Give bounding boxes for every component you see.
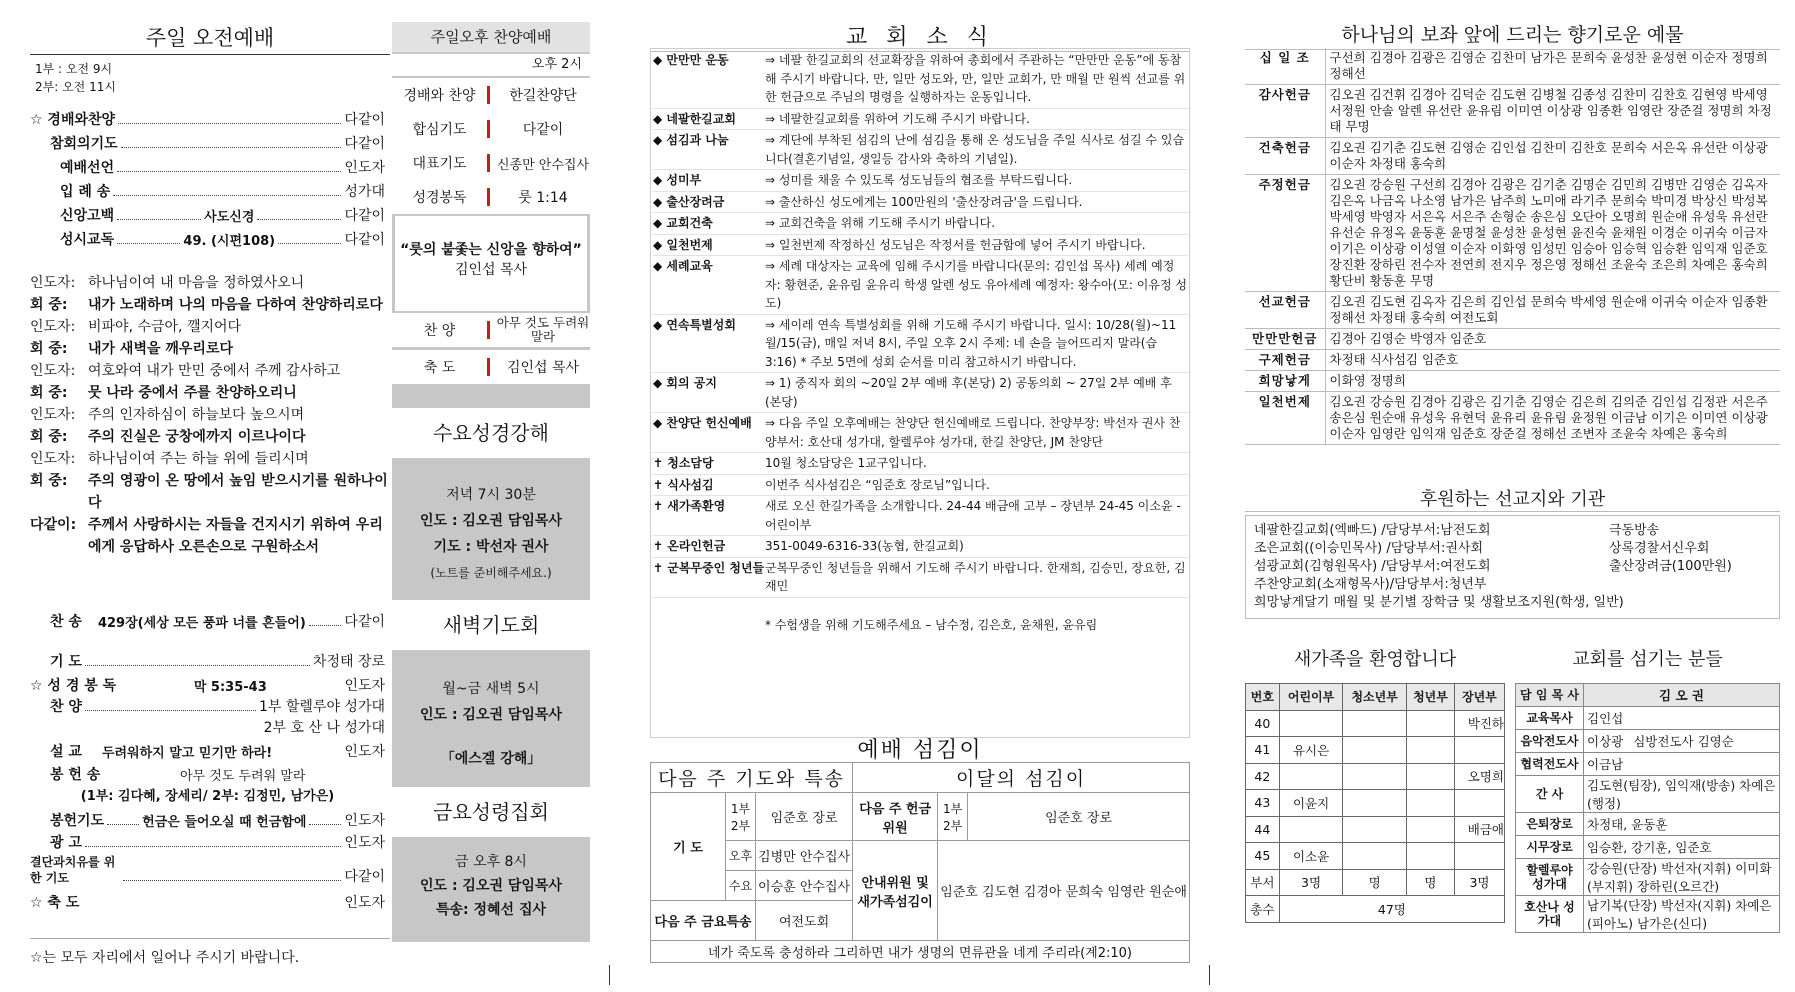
- order-item: 신앙고백 사도신경 다같이: [60, 208, 386, 225]
- mission-item: 섬광교회(김형원목사) /담당부서:여전도회 출산장려금(100만원): [1254, 559, 1732, 574]
- offering-row: 주정헌금 김오권 강승원 구선희 김경아 김광은 김기춘 김명순 김민희 김병만 김영순 김옥자 김은옥 나금옥 나소영 남가은 남주희 노미애 라기주 문희숙 박미경 박상신 박성복 박세영 박영자 서은옥 서은주 손형순 송은심 오단아 오명희 원순애 유성욱 유선란 유선순 유정옥 윤동훈 윤명철 윤성찬 윤성현 윤진숙 윤채원 이경순 이귀숙 이금자 이기은 이상광 이성열 이순자 이화영 임성민 임승아 임승혁 임승환 임익재 임준호 장진환 장하린 전수자 전연희 전지우 정은영 정해선 조윤숙 조은희 차예은 홍숙희 황단비 황동훈 무명: [1245, 175, 1780, 292]
- order-item: 기 도 차정태 장로: [50, 654, 385, 670]
- offering-table-wrap: [1245, 48, 1780, 445]
- friday-info: 금 오후 8시 인도 : 김오권 담임목사 특송: 정혜선 집사: [420, 854, 562, 918]
- offering-row: 감사헌금 김오권 김건휘 김경아 김덕순 김도현 김병철 김종성 김찬미 김찬호 김현영 박세영 서정원 안솔 알렌 유선란 윤유림 이미연 이상광 임종환 임영란 장준걸 정명희 차정태 무명: [1245, 85, 1780, 138]
- newfamily-sum: 부서 3명 명 명 3명: [1246, 869, 1505, 896]
- service-table: 다음 주 기도와 특송 이달의 섬김이 기 도 1부 2부 임준호 장로 다음 주 헌금위원 1부 2부 임준호 장로 오후 김병만 안수집사 안내위원 및 새가족섬김이 임준호 김도현 김경아 문희숙 임영란 원순애 수요 이승훈 안수집사 다음 주 금요특송 여전도회 네가 죽도록 충성하라 그리하면 내가 생명의 면류관을 네게 주리라(계2:10): [650, 762, 1190, 963]
- newfamily-row: 42 오명희: [1246, 763, 1505, 790]
- mission-item: 네팔한길교회(엑빠드) /담당부서:남전도회 극동방송: [1254, 523, 1660, 538]
- news-footnote: * 수험생을 위해 기도해주세요 – 남수정, 김은호, 윤채원, 윤유림: [765, 617, 1098, 632]
- news-title: 교 회 소 식: [650, 20, 1190, 52]
- bible-verse: 네가 죽도록 충성하라 그리하면 내가 생명의 면류관을 네게 주리라(계2:10): [651, 941, 1190, 963]
- offering-row: 구제헌금 차정태 식사섬김 임준호: [1245, 350, 1780, 371]
- mission-list: [1245, 515, 1780, 619]
- news-item: ◆ 찬양단 헌신예배 ⇒ 다음 주일 오후예배는 찬양단 헌신예배로 드립니다. 찬양부장: 박선자 권사 찬양부서: 호산대 성가대, 할렐루야 성가대, 한길 찬양단, JM 찬양단: [653, 413, 1188, 453]
- staff-row: 교육목사 김인섭: [1516, 707, 1780, 730]
- order-item: ☆ 축 도 인도자: [30, 895, 385, 911]
- newfamily-title: 새가족을 환영합니다: [1293, 649, 1457, 670]
- news-item: ✝ 청소담당 10월 청소담당은 1교구입니다.: [653, 453, 1188, 475]
- staff-row: 간 사 김도현(팀장), 임익재(방송) 차예은(행정): [1516, 776, 1780, 813]
- newfamily-row: 45 이소윤: [1246, 843, 1505, 870]
- offering-row: 십 일 조 구선희 김경아 김광은 김영순 김찬미 남가은 문희숙 윤성찬 윤성현 이순자 정명희 정해선: [1245, 48, 1780, 85]
- reading-line: 회 중: 내가 새벽을 깨우리로다: [30, 341, 233, 357]
- order-item: 예배선언 인도자: [60, 160, 385, 176]
- order-item: 봉 헌 송 아무 것도 두려워 말라: [50, 767, 306, 784]
- wednesday-title: 수요성경강해: [392, 408, 590, 458]
- news-item: ✝ 식사섬김 이번주 식사섬김은 “임준호 장로님”입니다.: [653, 475, 1188, 497]
- dawn-info: 월~금 새벽 5시 인도 : 김오권 담임목사 「에스겔 강해」: [420, 681, 562, 767]
- order-item: 참회의기도 다같이: [50, 136, 385, 152]
- service-times: 1부 : 오전 9시 2부: 오전 11시: [35, 62, 116, 94]
- offering-title: 하나님의 보좌 앞에 드리는 향기로운 예물: [1245, 20, 1780, 50]
- order-item: 입 례 송 성가대: [60, 184, 385, 200]
- offering-row: 선교헌금 김오권 김도현 김옥자 김은희 김인섭 문희숙 박세영 원순애 이귀숙 이순자 임종환 정해선 차정태 홍숙희 여전도회: [1245, 292, 1780, 329]
- news-item: ◆ 일천번제 ⇒ 일천번제 작정하신 성도님은 작정서를 헌금함에 넣어 주시기 바랍니다.: [653, 235, 1188, 257]
- afternoon-row: 합심기도 다같이: [392, 112, 590, 146]
- service-title: 예배 섬김이: [857, 738, 983, 763]
- mission-item: 주찬양교회(소재형목사)/담당부서:청년부: [1254, 577, 1487, 592]
- staff-table: [1515, 683, 1780, 933]
- reading-line: 인도자: 비파야, 수금아, 깰지어다: [30, 319, 242, 335]
- standing-footnote: ☆는 모두 자리에서 일어나 주시기 바랍니다.: [30, 938, 390, 967]
- dawn-title: 새벽기도회: [392, 600, 590, 650]
- news-item: ◆ 네팔한길교회 ⇒ 네팔한길교회를 위하여 기도해 주시기 바랍니다.: [653, 109, 1188, 131]
- order-item: 설 교 두려워하지 말고 믿기만 하라! 인도자: [50, 744, 385, 761]
- offering-row: 일천번제 김오권 강승원 김경아 김광은 김기춘 김영순 김은희 김의준 김인섭 김정관 서은주 송은심 원순애 유성욱 유현덕 윤유리 윤유림 윤정원 이금남 이기은 이미연 이상광 이순자 임영란 임익재 임준호 장준걸 정해선 조변자 조윤숙 차예은 홍숙희: [1245, 392, 1780, 445]
- newfamily-row: 41 유시은: [1246, 737, 1505, 764]
- order-item: (1부: 김다혜, 장세리/ 2부: 김정민, 남가은): [80, 789, 335, 804]
- news-item: ◆ 성미부 ⇒ 성미를 채울 수 있도록 성도님들의 협조를 부탁드립니다.: [653, 170, 1188, 192]
- afternoon-row: 경배와 찬양 한길찬양단: [392, 78, 590, 112]
- order-item: ☆ 성 경 봉 독 막 5:35-43 인도자: [30, 678, 386, 695]
- staff-title: 교회를 섬기는 분들: [1572, 649, 1723, 670]
- reading-line: 다같이: 주께서 사랑하시는 자들을 건지시기 위하여 우리에게 응답하사 오른손으로 구원하소서: [30, 517, 383, 555]
- newfamily-total: 총수 47명: [1246, 896, 1505, 923]
- reading-line: 회 중: 뭇 나라 중에서 주를 찬양하오리니: [30, 385, 297, 401]
- news-item: ✝ 온라인헌금 351-0049-6316-33(농협, 한길교회): [653, 536, 1188, 558]
- order-item: 찬 송 429장(세상 모든 풍파 너를 흔들어) 다같이: [50, 614, 385, 631]
- staff-row: 음악전도사 이상광 심방전도사 김영순: [1516, 730, 1780, 753]
- afternoon-row: 대표기도 신종만 안수집사: [392, 146, 590, 180]
- reading-line: 인도자: 주의 인자하심이 하늘보다 높으시며: [30, 407, 305, 423]
- order-item: ☆ 경배와찬양 다같이: [30, 112, 385, 128]
- order-item: 성시교독 49. (시편108) 다같이: [60, 232, 386, 249]
- order-item: 광 고 인도자: [50, 835, 385, 851]
- reading-line: 회 중: 주의 진실은 궁창에까지 이르나이다: [30, 429, 306, 445]
- mission-item: 조은교회((이승민목사) /담당부서:권사회 상록경찰서신우회: [1254, 541, 1710, 556]
- service-table-wrap: [650, 762, 1190, 963]
- news-item: ◆ 섬김과 나눔 ⇒ 계단에 부착된 섬김의 난에 섬김을 통해 온 성도님을 주일 식사로 섬길 수 있습니다(결혼기념일, 생일등 감사와 축하의 기념일).: [653, 130, 1188, 170]
- news-item: ✝ 새가족환영 새로 오신 한길가족을 소개합니다. 24-44 배금애 고부 – 장년부 24-45 이소윤 - 어린이부: [653, 496, 1188, 536]
- news-item: ◆ 만만만 운동 ⇒ 네팔 한길교회의 선교확장을 위하여 총회에서 주관하는 “만만만 운동”에 동참해 주시기 바랍니다. 만, 일만 성도와, 만, 일만 교회가, 만 매월 만 원씩 선교를 위한 헌금으로 주님의 명령을 실행하자는 운동입니다.: [653, 50, 1188, 109]
- order-item: 2부 호 산 나 성가대: [263, 720, 385, 736]
- afternoon-title: 주일오후 찬양예배: [392, 22, 590, 52]
- page-divider: [609, 965, 610, 985]
- reading-line: 인도자: 여호와여 내가 만민 중에서 주께 감사하고: [30, 363, 341, 379]
- offering-row: 희망낳게 이화영 정명희: [1245, 371, 1780, 392]
- page-divider: [1209, 965, 1210, 985]
- offering-row: 만만만헌금 김경아 김영순 박영자 임준호: [1245, 329, 1780, 350]
- news-item: ◆ 교회건축 ⇒ 교회건축을 위해 기도해 주시기 바랍니다.: [653, 213, 1188, 235]
- news-item: ◆ 회의 공지 ⇒ 1) 중직자 회의 ~20일 2부 예배 후(본당) 2) 공동의회 ~ 27일 2부 예배 후(본당): [653, 373, 1188, 413]
- sunday-morning-title: 주일 오전예배: [30, 22, 390, 55]
- reading-line: 회 중: 주의 영광이 온 땅에서 높임 받으시기를 원하나이다: [30, 473, 388, 511]
- afternoon-time: 오후 2시: [392, 54, 590, 76]
- reading-line: 인도자: 하나님이여 내 마음을 정하였사오니: [30, 275, 305, 291]
- offering-table: [1245, 48, 1780, 445]
- newfamily-row: 44 배금애: [1246, 816, 1505, 843]
- reading-line: 회 중: 내가 노래하며 나의 마음을 다하여 찬양하리로다: [30, 297, 383, 313]
- friday-title: 금요성령집회: [392, 787, 590, 837]
- newfamily-row: 43 이윤지: [1246, 790, 1505, 817]
- staff-row: 호산나 성가대 남기복(단장) 박선자(지휘) 차예은(피아노) 남가은(신디): [1516, 896, 1780, 933]
- newfamily-table: [1245, 683, 1505, 923]
- newfamily-row: 40 박진하: [1246, 710, 1505, 737]
- staff-row: 할렐루야 성가대 강승원(단장) 박선자(지휘) 이미화(부지휘) 장하린(오르간): [1516, 859, 1780, 896]
- reading-line: 인도자: 하나님이여 주는 하늘 위에 들리시며: [30, 451, 309, 467]
- afternoon-row: 성경봉독 룻 1:14: [392, 180, 590, 214]
- offering-row: 건축헌금 김오권 김기춘 김도현 김영순 김인섭 김찬미 김찬호 문희숙 서은옥 유선란 이상광 이순자 차정태 홍숙희: [1245, 138, 1780, 175]
- newfamily-header: 번호 어린이부 청소년부 청년부 장년부: [1246, 684, 1505, 711]
- staff-row: 시무장로 임승환, 강기훈, 임준호: [1516, 836, 1780, 859]
- news-item: ◆ 세례교육 ⇒ 세례 대상자는 교육에 임해 주시기를 바랍니다(문의: 김인섭 목사) 세례 예정자: 황현준, 윤유림 윤유리 학생 알렌 성도 유아세례 예정자: 왕수아(모: 이유정 성도): [653, 256, 1188, 315]
- staff-row: 협력전도사 이금남: [1516, 753, 1780, 776]
- newfamily-table-wrap: [1245, 683, 1505, 923]
- mission-item: 희망낳게달기 매월 및 분기별 장학금 및 생활보조지원(학생, 일반): [1254, 595, 1624, 610]
- news-item: ◆ 출산장려금 ⇒ 출산하신 성도에게는 100만원의 '출산장려금'을 드립니다.: [653, 192, 1188, 214]
- order-item: 결단과치유를 위한 기도 다같이: [30, 855, 385, 885]
- order-item: 찬 양 1부 할렐루야 성가대: [50, 699, 385, 715]
- order-item: 봉헌기도 헌금은 들어오실 때 헌금함에 인도자: [50, 813, 385, 830]
- wednesday-info: 저녁 7시 30분 인도 : 김오권 담임목사 기도 : 박선자 권사 (노트를 준비해주세요.): [420, 487, 562, 580]
- staff-row: 은퇴장로 차정태, 윤동훈: [1516, 813, 1780, 836]
- mission-title: 후원하는 선교지와 기관: [1245, 485, 1780, 512]
- staff-table-wrap: [1515, 683, 1780, 933]
- news-list: [653, 50, 1188, 633]
- afternoon-row: 축 도 김인섭 목사: [392, 350, 590, 384]
- afternoon-row: 찬 양 아무 것도 두려워 말라: [392, 313, 590, 347]
- staff-row: 담 임 목 사 김 오 권: [1516, 684, 1780, 707]
- news-item: ◆ 연속특별성회 ⇒ 세이레 연속 특별성회를 위해 기도해 주시기 바랍니다. 일시: 10/28(월)~11월/15(금), 매일 저녁 8시, 주일 오후 2시 주제: 네 손을 늘어뜨리지 말라(습 3:16) * 주보 5면에 성회 순서를 미리 참고하시기 바랍니다.: [653, 315, 1188, 374]
- afternoon-sermon: “룻의 붙좇는 신앙을 향하여” 김인섭 목사: [395, 216, 587, 311]
- responsive-reading: [30, 272, 390, 558]
- news-item: ✝ 군복무중인 청년들 군복무중인 청년들을 위해서 기도해 주시기 바랍니다. 한재희, 김승민, 장요한, 김재민: [653, 558, 1188, 598]
